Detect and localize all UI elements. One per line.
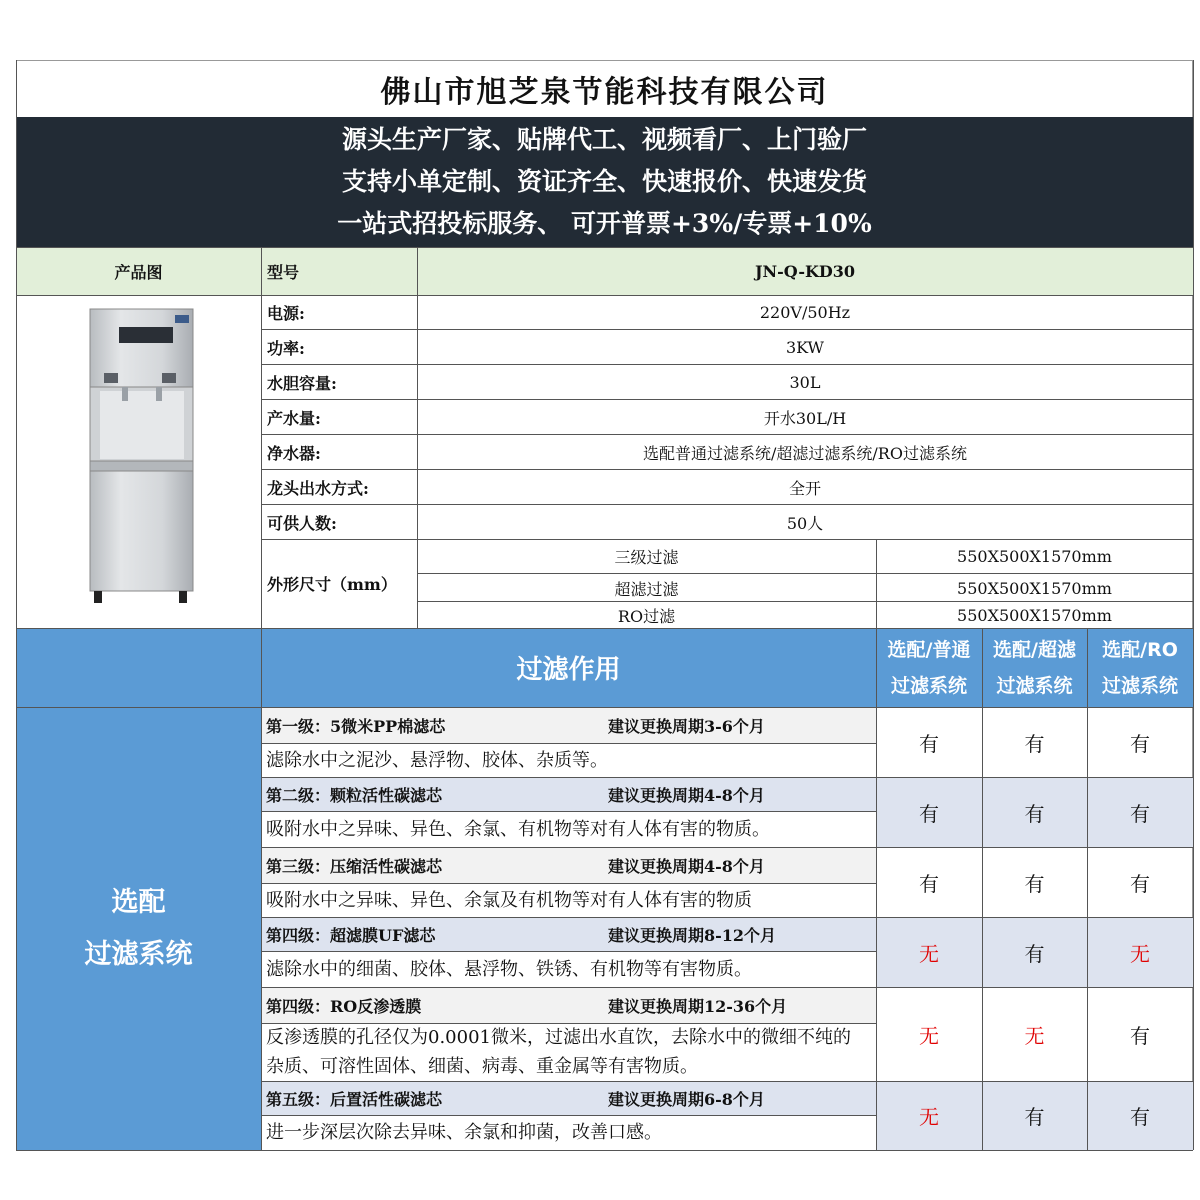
promo-banner xyxy=(16,117,1193,247)
availability-mark: 无 xyxy=(919,1023,939,1048)
grid-line-h xyxy=(261,987,1193,988)
availability-mark: 有 xyxy=(982,917,1087,987)
product-image-header: 产品图 xyxy=(16,247,261,295)
option-ro-header xyxy=(1087,628,1193,707)
optional-filter-system-label xyxy=(16,707,261,1150)
spec-label: 可供人数: xyxy=(267,513,337,533)
grid-line-v xyxy=(16,60,17,1150)
grid-line-h xyxy=(261,811,876,812)
grid-line-h xyxy=(261,434,1193,435)
filter-stage-row xyxy=(261,987,876,1023)
spec-label: 电源: xyxy=(267,303,305,323)
dimension-type: 三级过滤 xyxy=(614,548,679,567)
spec-value: 开水30L/H xyxy=(763,408,847,428)
dimension-size: 550X500X1570mm xyxy=(957,547,1112,566)
filter-stage-name: 第四级：RO反渗透膜 xyxy=(266,996,422,1016)
filter-stage-name: 第四级：超滤膜UF滤芯 xyxy=(266,925,436,945)
spec-label: 龙头出水方式: xyxy=(267,478,369,498)
availability-mark: 有 xyxy=(1024,871,1045,896)
dimension-size: 550X500X1570mm xyxy=(957,578,1112,598)
grid-line-h xyxy=(261,743,876,744)
availability-mark: 有 xyxy=(982,777,1087,847)
grid-line-v xyxy=(261,247,262,1150)
spec-value: 220V/50Hz xyxy=(759,302,851,322)
side-label-line-2: 过滤系统 xyxy=(84,938,193,970)
filter-replace-cycle: 建议更换周期6-8个月 xyxy=(608,1089,765,1109)
grid-line-h xyxy=(261,1081,1193,1082)
grid-line-h xyxy=(261,364,1193,365)
product-image xyxy=(16,295,261,628)
filter-stage-name: 第二级：颗粒活性碳滤芯 xyxy=(266,785,443,805)
filter-description: 吸附水中之异味、异色、余氯、有机物等对有人体有害的物质。 xyxy=(261,811,876,847)
side-label-line-1: 选配 xyxy=(111,886,166,918)
option-uf-line-2: 过滤系统 xyxy=(996,674,1073,697)
grid-line-h xyxy=(16,247,1193,248)
spec-label: 水胆容量: xyxy=(267,373,337,393)
grid-line-h xyxy=(261,469,1193,470)
grid-line-v xyxy=(1193,60,1194,1150)
grid-line-h xyxy=(16,1150,1193,1151)
filter-stage-row xyxy=(261,917,876,951)
filter-stage-name: 第五级：后置活性碳滤芯 xyxy=(266,1089,443,1109)
grid-line-h xyxy=(261,951,876,952)
banner-line-2: 支持小单定制、资证齐全、快速报价、快速发货 xyxy=(341,167,867,196)
grid-line-v xyxy=(876,539,877,628)
grid-line-v xyxy=(876,628,877,1150)
filter-stage-name: 第一级：5微米PP棉滤芯 xyxy=(266,716,446,736)
grid-line-h xyxy=(261,883,876,884)
availability-mark: 有 xyxy=(982,1081,1087,1150)
spec-label: 净水器: xyxy=(267,443,321,463)
availability-mark: 有 xyxy=(1024,731,1045,756)
filter-replace-cycle: 建议更换周期3-6个月 xyxy=(608,716,765,736)
availability-mark: 有 xyxy=(1130,871,1150,896)
filter-replace-cycle: 建议更换周期4-8个月 xyxy=(608,785,765,805)
grid-line-h xyxy=(417,601,1193,602)
option-uf-line-1: 选配/超滤 xyxy=(993,638,1076,661)
spec-value: 50人 xyxy=(786,513,824,533)
option-ro-line-2: 过滤系统 xyxy=(1101,674,1178,697)
filter-description: 吸附水中之异味、异色、余氯及有机物等对有人体有害的物质 xyxy=(261,883,876,917)
filter-function-title: 过滤作用 xyxy=(261,628,876,707)
filter-description: 进一步深层次除去异味、余氯和抑菌，改善口感。 xyxy=(261,1115,876,1150)
model-value: JN-Q-KD30 xyxy=(417,247,1193,295)
availability-mark: 有 xyxy=(1130,1023,1150,1048)
grid-line-h xyxy=(261,539,1193,540)
availability-mark: 无 xyxy=(1024,1023,1045,1048)
grid-line-h xyxy=(261,329,1193,330)
company-title: 佛山市旭芝泉节能科技有限公司 xyxy=(380,74,829,110)
banner-line-1: 源头生产厂家、贴牌代工、视频看厂、上门验厂 xyxy=(341,125,867,154)
model-label: 型号 xyxy=(261,247,417,295)
grid-line-h xyxy=(261,777,1193,778)
filter-header-blank xyxy=(16,628,261,707)
grid-line-h xyxy=(261,847,1193,848)
grid-line-h xyxy=(16,707,1193,708)
grid-line-v xyxy=(1087,628,1088,1150)
grid-line-h xyxy=(417,573,1193,574)
availability-mark: 有 xyxy=(876,777,982,847)
grid-line-h xyxy=(261,1023,876,1024)
spec-label: 功率: xyxy=(267,338,305,358)
filter-stage-row xyxy=(261,777,876,811)
spec-value: 选配普通过滤系统/超滤过滤系统/RO过滤系统 xyxy=(643,443,967,463)
grid-line-v xyxy=(982,628,983,1150)
availability-mark: 有 xyxy=(919,871,939,896)
availability-mark: 有 xyxy=(1130,731,1150,756)
grid-line-v xyxy=(417,247,418,628)
water-boiler-image xyxy=(16,295,261,628)
availability-mark: 有 xyxy=(919,731,939,756)
filter-stage-row xyxy=(261,1081,876,1115)
option-normal-line-2: 过滤系统 xyxy=(890,674,967,697)
filter-stage-row xyxy=(261,847,876,883)
grid-line-h xyxy=(261,917,1193,918)
availability-mark: 无 xyxy=(876,1081,982,1150)
filter-description: 反渗透膜的孔径仅为0.0001微米，过滤出水直饮，去除水中的微细不纯的杂质、可溶性固体、细菌、病毒、重金属等有害物质。 xyxy=(261,1023,876,1081)
dimension-size: 550X500X1570mm xyxy=(957,605,1112,625)
grid-line-h xyxy=(16,628,1193,629)
filter-stage-row xyxy=(261,707,876,743)
banner-line-3: 一站式招投标服务、 可开普票+3%/专票+10% xyxy=(337,209,872,238)
option-ro-line-1: 选配/RO xyxy=(1102,638,1178,661)
filter-replace-cycle: 建议更换周期4-8个月 xyxy=(608,856,765,876)
filter-description: 滤除水中之泥沙、悬浮物、胶体、杂质等。 xyxy=(261,743,876,777)
filter-description: 滤除水中的细菌、胶体、悬浮物、铁锈、有机物等有害物质。 xyxy=(261,951,876,987)
spec-value: 3KW xyxy=(785,337,824,357)
spec-label: 产水量: xyxy=(267,408,321,428)
grid-line-h xyxy=(261,1115,876,1116)
filter-stage-name: 第三级：压缩活性碳滤芯 xyxy=(266,856,443,876)
dimensions-label: 外形尺寸（mm） xyxy=(267,575,397,594)
grid-line-h xyxy=(16,295,1193,296)
option-uf-header xyxy=(982,628,1087,707)
option-normal-line-1: 选配/普通 xyxy=(887,638,971,661)
grid-line-h xyxy=(261,504,1193,505)
grid-line-h xyxy=(261,399,1193,400)
filter-replace-cycle: 建议更换周期8-12个月 xyxy=(608,925,777,945)
availability-mark: 无 xyxy=(1087,917,1193,987)
dimension-type: 超滤过滤 xyxy=(614,579,679,599)
option-normal-header xyxy=(876,628,982,707)
availability-mark: 有 xyxy=(1087,1081,1193,1150)
filter-replace-cycle: 建议更换周期12-36个月 xyxy=(608,996,788,1016)
availability-mark: 有 xyxy=(1087,777,1193,847)
availability-mark: 无 xyxy=(876,917,982,987)
dimension-type: RO过滤 xyxy=(617,606,676,626)
spec-value: 全开 xyxy=(788,478,821,498)
spec-value: 30L xyxy=(789,372,821,392)
